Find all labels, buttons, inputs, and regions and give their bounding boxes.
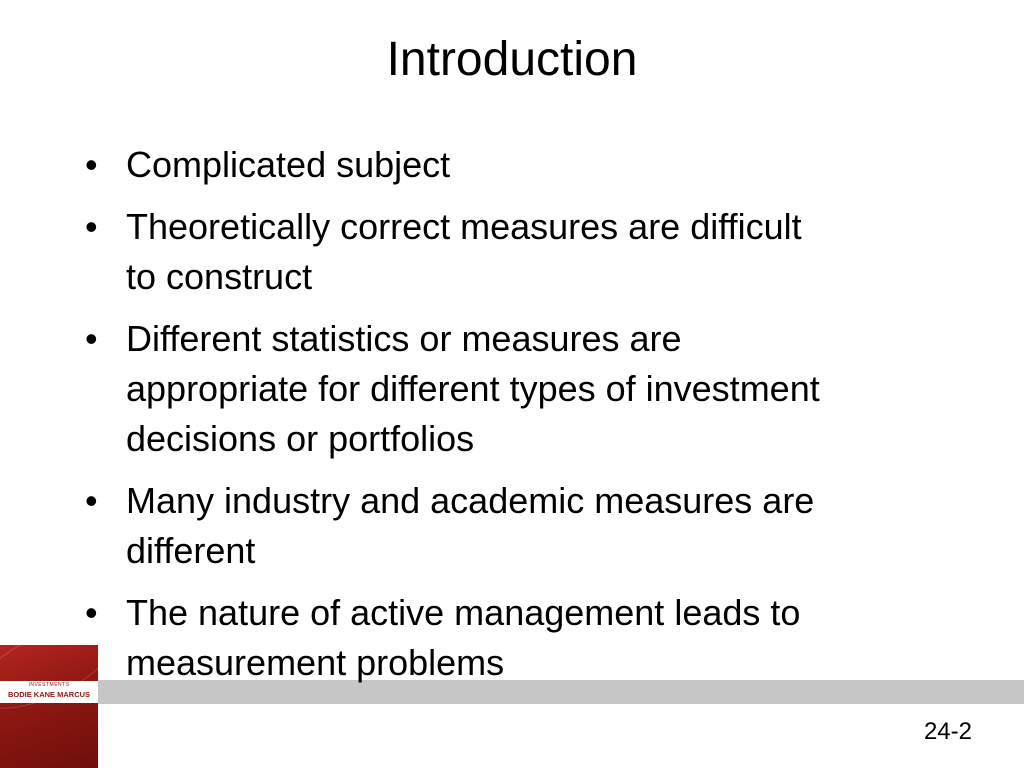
bullet-marker: • (85, 318, 98, 359)
bullet-marker: • (85, 480, 98, 521)
bullet-list (85, 140, 965, 700)
bullet-text: Complicated subject (126, 144, 451, 185)
logo-small-text: INVESTMENTS (28, 682, 70, 688)
bullet-text: The nature of active management leads to measurement problems (126, 592, 801, 683)
bullet-item (85, 588, 965, 688)
bullet-item (85, 140, 965, 190)
logo-authors-text: BODIE KANE MARCUS (7, 690, 91, 699)
bullet-item (85, 314, 965, 464)
bullet-marker: • (85, 592, 98, 633)
bullet-text: Theoretically correct measures are difficult to construct (126, 206, 802, 297)
bullet-marker: • (85, 144, 98, 185)
bullet-marker: • (85, 206, 98, 247)
page-number: 24-2 (923, 718, 972, 745)
bullet-text: Many industry and academic measures are different (126, 480, 815, 571)
bullet-text: Different statistics or measures are appropriate for different types of investment decisions or portfolios (126, 318, 820, 459)
publisher-logo (0, 645, 98, 768)
bullet-item (85, 202, 965, 302)
slide-title: Introduction (386, 33, 638, 86)
bullet-item (85, 476, 965, 576)
